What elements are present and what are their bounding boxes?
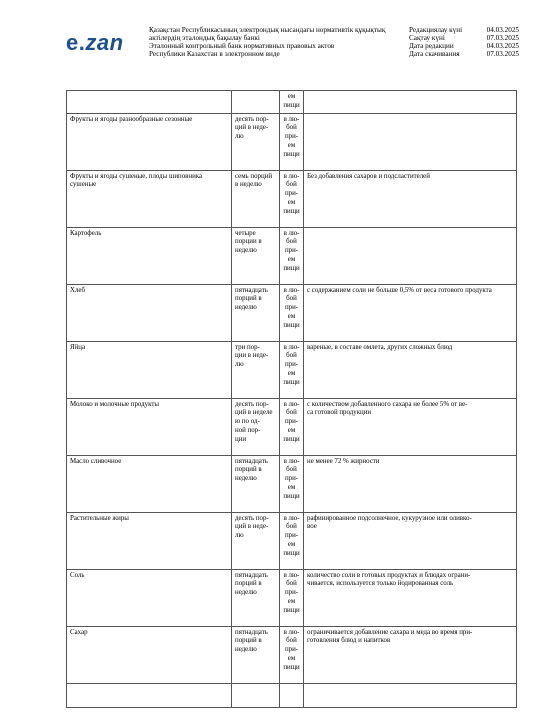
table-row [67, 683, 517, 707]
meta-row [409, 26, 519, 34]
note-cell: вареные, в составе омлета, других сложных блюд [304, 341, 517, 398]
note-cell: с количеством добавленного сахара не более 5% от ве- са готовой продукции [304, 398, 517, 455]
meal-time-cell: ем пищи [280, 91, 304, 114]
meta-row [409, 42, 519, 50]
product-name-cell: Молоко и молочные продукты [67, 398, 232, 455]
table-row [67, 227, 517, 284]
frequency-cell: десять пор- ций в неделе ю по од- ной пор- ции [232, 398, 280, 455]
product-name-cell [67, 91, 232, 114]
note-cell [304, 683, 517, 707]
frequency-cell: семь порций в неделю [232, 170, 280, 227]
note-cell: не менее 72 % жирности [304, 455, 517, 512]
frequency-cell [232, 683, 280, 707]
header-meta [409, 26, 519, 58]
frequency-cell: пятнадцать порций в неделю [232, 455, 280, 512]
header-title-line: Эталонный контрольный банк нормативных правовых актов [149, 42, 335, 51]
frequency-cell: пятнадцать порций в неделю [232, 626, 280, 683]
meta-value: 07.03.2025 [486, 34, 519, 43]
meal-time-cell: в лю- бой при- ем пищи [280, 341, 304, 398]
meta-value: 04.03.2025 [486, 26, 519, 34]
meta-label: Дата редакции [409, 42, 454, 51]
meta-label: Дата скачивания [409, 50, 460, 59]
table-row [67, 569, 517, 626]
logo-dot: . [78, 30, 86, 55]
meal-time-cell: в лю- бой при- ем пищи [280, 626, 304, 683]
note-cell: с содержанием соли не больше 0,5% от веса готового продукта [304, 284, 517, 341]
table-row [67, 626, 517, 683]
note-cell [304, 113, 517, 170]
note-cell: Без добавления сахаров и подсластителей [304, 170, 517, 227]
note-cell: ограничивается добавление сахара и меда во время при- готовления блюд и напитков [304, 626, 517, 683]
frequency-cell: десять пор- ций в неде- лю [232, 512, 280, 569]
meta-row [409, 34, 519, 42]
product-name-cell: Растительные жиры [67, 512, 232, 569]
frequency-cell: четыре порции в неделю [232, 227, 280, 284]
frequency-cell: десять пор- ций в неде- лю [232, 113, 280, 170]
frequency-cell: пятнадцать порций в неделю [232, 284, 280, 341]
meal-time-cell: в лю- бой при- ем пищи [280, 284, 304, 341]
nutrition-table [66, 90, 517, 708]
meal-time-cell: в лю- бой при- ем пищи [280, 227, 304, 284]
document-header [0, 0, 557, 80]
product-name-cell: Картофель [67, 227, 232, 284]
table-row [67, 113, 517, 170]
meal-time-cell: в лю- бой при- ем пищи [280, 113, 304, 170]
table-row [67, 455, 517, 512]
frequency-cell: три пор- ции в неде- лю [232, 341, 280, 398]
table-row [67, 91, 517, 114]
meta-value: 04.03.2025 [486, 42, 519, 51]
meta-row [409, 50, 519, 58]
logo-zan: zan [85, 30, 124, 55]
meal-time-cell [280, 683, 304, 707]
table-row [67, 398, 517, 455]
meal-time-cell: в лю- бой при- ем пищи [280, 455, 304, 512]
logo-e: e [66, 30, 79, 55]
header-title-line: актілердің эталондық бақылау банкі [149, 34, 260, 43]
meta-label: Редакциялау күні [409, 26, 463, 34]
product-name-cell: Хлеб [67, 284, 232, 341]
product-name-cell [67, 683, 232, 707]
header-title-line: Республики Казахстан в электронном виде [149, 50, 280, 59]
table-row [67, 284, 517, 341]
table-row [67, 170, 517, 227]
frequency-cell [232, 91, 280, 114]
header-titles [149, 26, 389, 58]
product-name-cell: Масло сливочное [67, 455, 232, 512]
meal-time-cell: в лю- бой при- ем пищи [280, 569, 304, 626]
meta-label: Сақтау күні [409, 34, 445, 43]
product-name-cell: Соль [67, 569, 232, 626]
meal-time-cell: в лю- бой при- ем пищи [280, 398, 304, 455]
table-row [67, 341, 517, 398]
header-title-line: Қазақстан Республикасының электрондық нысандағы нормативтік құқықтық [149, 26, 386, 34]
meta-value: 07.03.2025 [486, 50, 519, 59]
product-name-cell: Сахар [67, 626, 232, 683]
table-row [67, 512, 517, 569]
ezan-logo[interactable] [66, 30, 124, 56]
product-name-cell: Яйца [67, 341, 232, 398]
table-body [67, 91, 517, 708]
note-cell: количество соли в готовых продуктах и блюдах ограни- чивается, используется только йодированная соль [304, 569, 517, 626]
note-cell: рафинированное подсолнечное, кукурузное или оливко- вое [304, 512, 517, 569]
note-cell [304, 91, 517, 114]
meal-time-cell: в лю- бой при- ем пищи [280, 512, 304, 569]
note-cell [304, 227, 517, 284]
product-name-cell: Фрукты и ягоды разнообразные сезонные [67, 113, 232, 170]
meal-time-cell: в лю- бой при- ем пищи [280, 170, 304, 227]
product-name-cell: Фрукты и ягоды сушеные, плоды шиповника сушеные [67, 170, 232, 227]
frequency-cell: пятнадцать порций в неделю [232, 569, 280, 626]
